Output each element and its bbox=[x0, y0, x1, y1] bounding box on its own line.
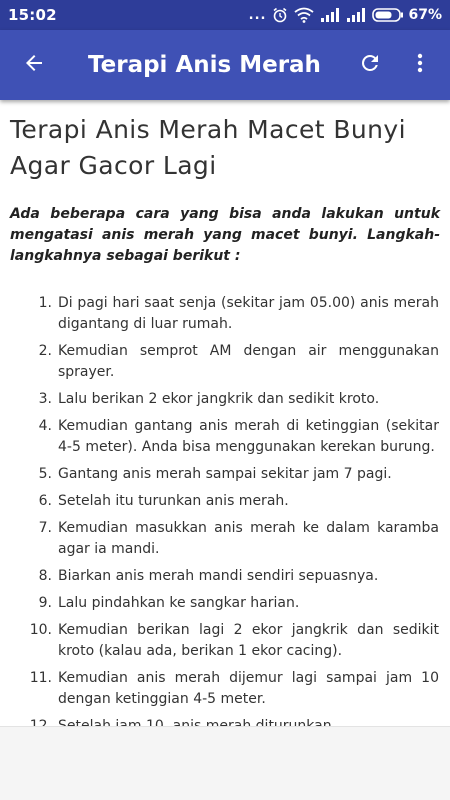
step-text: Lalu berikan 2 ekor jangkrik dan sedikit kroto. bbox=[58, 391, 380, 407]
battery-icon bbox=[372, 8, 404, 22]
step-text: Kemudian anis merah dijemur lagi sampai jam 10 dengan ketinggian 4-5 meter. bbox=[58, 670, 439, 707]
refresh-icon bbox=[358, 51, 382, 80]
article-intro: Ada beberapa cara yang bisa anda lakukan untuk mengatasi anis merah yang macet bunyi. Langkah-langkahnya sebagai berikut : bbox=[10, 206, 440, 264]
signal-icon-2 bbox=[346, 8, 366, 22]
step-number: 11. bbox=[29, 670, 52, 686]
article-content[interactable] bbox=[0, 100, 450, 726]
step-number: 10. bbox=[29, 622, 52, 638]
list-item bbox=[10, 491, 440, 512]
list-item bbox=[10, 416, 440, 458]
toolbar-title: Terapi Anis Merah bbox=[88, 52, 321, 78]
step-text: Biarkan anis merah mandi sendiri sepuasnya. bbox=[58, 568, 379, 584]
step-number: 5. bbox=[38, 466, 52, 482]
status-bar bbox=[0, 0, 450, 30]
step-number: 2. bbox=[38, 343, 52, 359]
wifi-icon bbox=[294, 7, 314, 23]
step-text: Lalu pindahkan ke sangkar harian. bbox=[58, 595, 300, 611]
list-item bbox=[10, 566, 440, 587]
list-item bbox=[10, 293, 440, 335]
step-number: 4. bbox=[38, 418, 52, 434]
step-number: 3. bbox=[38, 391, 52, 407]
battery-percent: 67% bbox=[408, 7, 442, 23]
list-item bbox=[10, 518, 440, 560]
step-number: 9. bbox=[38, 595, 52, 611]
step-number: 1. bbox=[38, 295, 52, 311]
list-item bbox=[10, 620, 440, 662]
step-text: Kemudian masukkan anis merah ke dalam karamba agar ia mandi. bbox=[58, 520, 439, 557]
step-number: 6. bbox=[38, 493, 52, 509]
list-item bbox=[10, 389, 440, 410]
list-item bbox=[10, 341, 440, 383]
step-text: Di pagi hari saat senja (sekitar jam 05.00) anis merah digantang di luar rumah. bbox=[58, 295, 439, 332]
step-text: Setelah itu turunkan anis merah. bbox=[58, 493, 289, 509]
more-notifications-icon: ... bbox=[248, 7, 267, 23]
step-number: 7. bbox=[38, 520, 52, 536]
step-number: 8. bbox=[38, 568, 52, 584]
refresh-button[interactable] bbox=[348, 30, 392, 100]
list-item bbox=[10, 668, 440, 710]
status-time: 15:02 bbox=[8, 6, 57, 24]
step-text: Kemudian berikan lagi 2 ekor jangkrik dan sedikit kroto (kalau ada, berikan 1 ekor cacing). bbox=[58, 622, 439, 659]
battery-indicator bbox=[372, 7, 442, 23]
back-button[interactable] bbox=[2, 30, 66, 100]
step-text: Kemudian gantang anis merah di ketinggian (sekitar 4-5 meter). Anda bisa menggunakan kerekan burung. bbox=[58, 418, 439, 455]
more-vert-icon bbox=[408, 51, 432, 80]
signal-icon bbox=[320, 8, 340, 22]
list-item bbox=[10, 464, 440, 485]
article-title: Terapi Anis Merah Macet Bunyi Agar Gacor Lagi bbox=[10, 115, 406, 180]
steps-list bbox=[10, 293, 440, 764]
arrow-back-icon bbox=[22, 51, 46, 80]
step-text: Kemudian semprot AM dengan air menggunakan sprayer. bbox=[58, 343, 439, 380]
list-item bbox=[10, 593, 440, 614]
alarm-icon bbox=[272, 7, 288, 23]
step-text: Gantang anis merah sampai sekitar jam 7 pagi. bbox=[58, 466, 392, 482]
app-bar bbox=[0, 30, 450, 100]
bottom-panel bbox=[0, 726, 450, 800]
status-icons bbox=[249, 7, 442, 23]
overflow-menu-button[interactable] bbox=[398, 30, 442, 100]
